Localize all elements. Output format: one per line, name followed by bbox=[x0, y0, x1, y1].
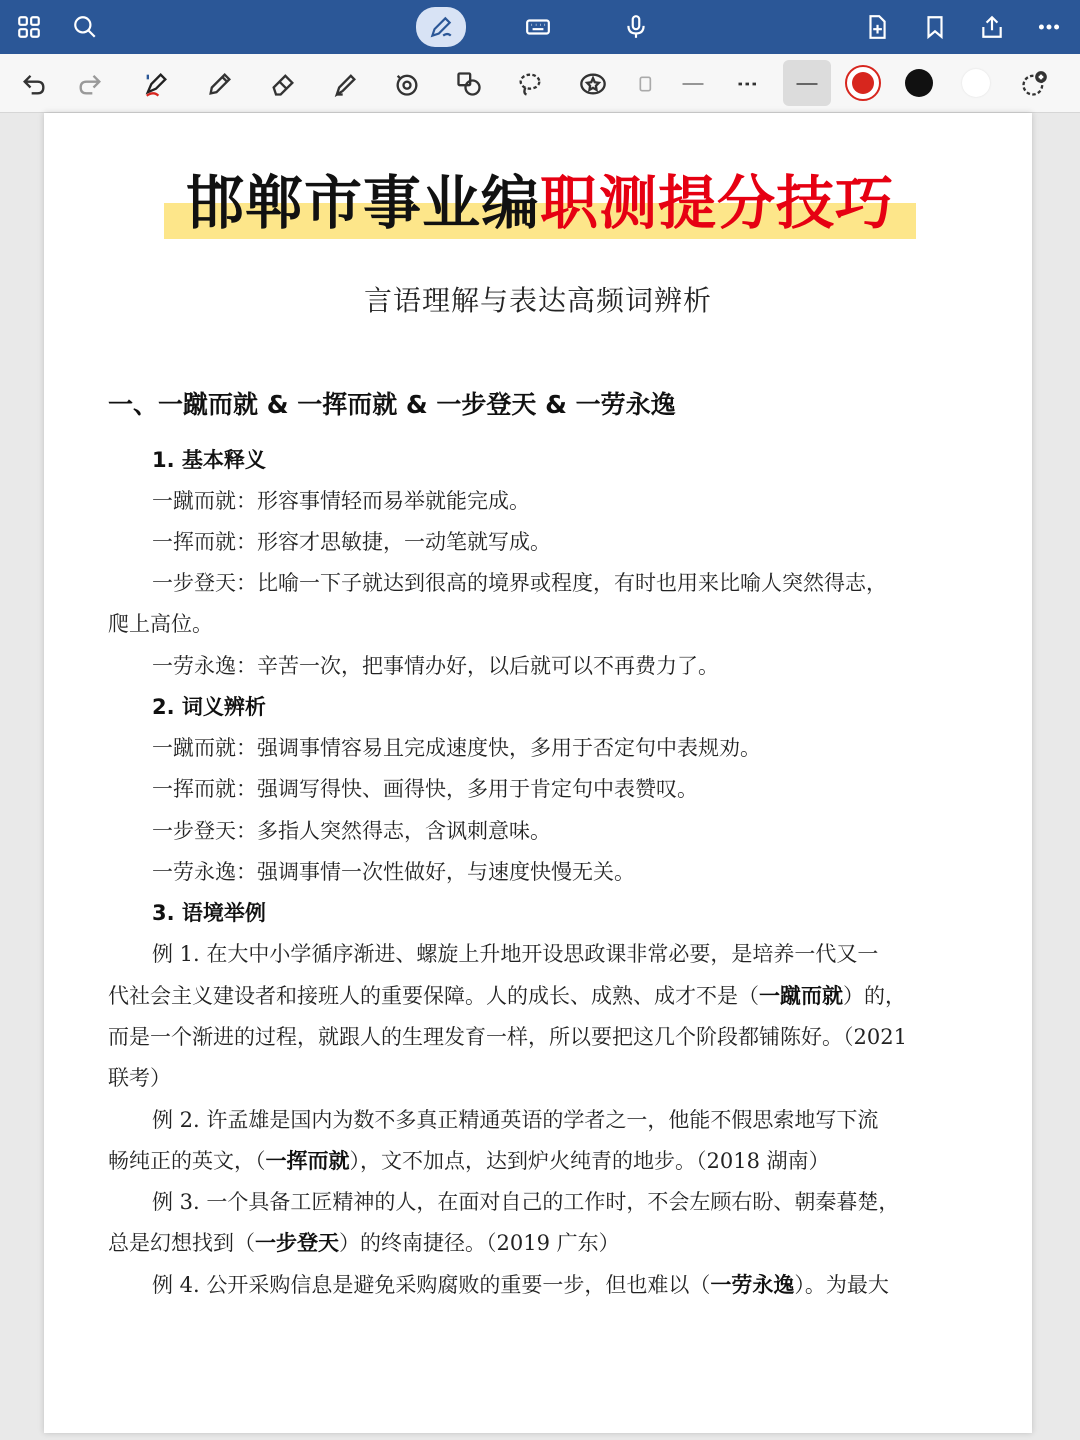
search-icon[interactable] bbox=[66, 8, 104, 46]
grid-icon[interactable] bbox=[10, 8, 48, 46]
title-red-part: 职测提分技巧 bbox=[540, 169, 895, 237]
undo-icon[interactable] bbox=[16, 66, 52, 102]
add-page-icon[interactable] bbox=[858, 8, 896, 46]
analysis-line: 一劳永逸：强调事情一次性做好，与速度快慢无关。 bbox=[152, 860, 635, 884]
subsection-examples: 3. 语境举例 bbox=[152, 901, 266, 925]
red-color-fill bbox=[852, 72, 874, 94]
title-block bbox=[164, 163, 916, 243]
subsection-analysis: 2. 词义辨析 bbox=[152, 695, 266, 719]
more-icon[interactable] bbox=[1030, 8, 1068, 46]
section-heading: 一、一蹴而就 & 一挥而就 & 一步登天 & 一劳永逸 bbox=[108, 390, 676, 419]
thin-stroke-icon[interactable] bbox=[675, 66, 711, 102]
definition-line: 一蹴而就：形容事情轻而易举就能完成。 bbox=[152, 489, 530, 513]
example-text: 例 4. 公开采购信息是避免采购腐败的重要一步，但也难以（ bbox=[152, 1273, 711, 1297]
definition-line: 一步登天：比喻一下子就达到很高的境界或程度，有时也用来比喻人突然得志， bbox=[152, 571, 887, 595]
analysis-line: 一挥而就：强调写得快、画得快，多用于肯定句中表赞叹。 bbox=[152, 777, 698, 801]
example-text: 畅纯正的英文，（ bbox=[108, 1149, 266, 1173]
example-line: 例 2. 许孟雄是国内为数不多真正精通英语的学者之一，他能不假思索地写下流 bbox=[152, 1108, 879, 1132]
shapes-icon[interactable] bbox=[451, 66, 487, 102]
pen-edit-icon[interactable] bbox=[416, 7, 466, 47]
bookmark-icon[interactable] bbox=[916, 8, 954, 46]
page-title bbox=[164, 163, 916, 243]
pen-toolbar bbox=[0, 54, 1080, 113]
example-line: 例 1. 在大中小学循序渐进、螺旋上升地开设思政课非常必要，是培养一代又一 bbox=[152, 942, 879, 966]
example-line: 而是一个渐进的过程，就跟人的生理发育一样，所以要把这几个阶段都铺陈好。（2021 bbox=[108, 1025, 907, 1049]
analysis-line: 一蹴而就：强调事情容易且完成速度快，多用于否定句中表规劝。 bbox=[152, 736, 761, 760]
example-text: ），文不加点，达到炉火纯青的地步。（2018 湖南） bbox=[349, 1149, 830, 1173]
example-line bbox=[152, 1269, 889, 1299]
example-line: 联考） bbox=[108, 1066, 171, 1090]
highlighter-icon[interactable] bbox=[327, 66, 363, 102]
black-color-swatch[interactable] bbox=[905, 69, 933, 97]
text-box-icon[interactable] bbox=[632, 66, 652, 102]
white-color-swatch[interactable] bbox=[962, 69, 990, 97]
shape-recognition-icon[interactable] bbox=[389, 66, 425, 102]
red-color-swatch[interactable] bbox=[845, 65, 881, 101]
answer-term: 一挥而就 bbox=[265, 1149, 350, 1173]
example-text: ）的终南捷径。（2019 广东） bbox=[339, 1231, 620, 1255]
keyboard-icon[interactable] bbox=[519, 8, 557, 46]
example-line bbox=[108, 1145, 830, 1175]
add-color-icon[interactable] bbox=[1016, 66, 1052, 102]
app-bar bbox=[0, 0, 1080, 54]
answer-term: 一蹴而就 bbox=[759, 984, 843, 1008]
definition-line-cont: 爬上高位。 bbox=[108, 612, 213, 636]
dotted-stroke-icon[interactable] bbox=[731, 66, 767, 102]
example-line bbox=[108, 980, 906, 1010]
example-line bbox=[108, 1227, 620, 1257]
thick-stroke-icon[interactable] bbox=[789, 66, 825, 102]
pencil-icon[interactable] bbox=[202, 66, 238, 102]
page-subtitle: 言语理解与表达高频词辨析 bbox=[363, 284, 712, 317]
title-black-part: 邯郸市事业编 bbox=[185, 169, 540, 237]
example-text: ）。为最大 bbox=[794, 1273, 889, 1297]
eraser-icon[interactable] bbox=[265, 66, 301, 102]
subsection-basic-meaning: 1. 基本释义 bbox=[152, 448, 266, 472]
sticker-icon[interactable] bbox=[575, 66, 611, 102]
lasso-icon[interactable] bbox=[512, 66, 548, 102]
microphone-icon[interactable] bbox=[617, 8, 655, 46]
fountain-pen-icon[interactable] bbox=[138, 66, 174, 102]
example-text: ）的， bbox=[843, 984, 906, 1008]
share-icon[interactable] bbox=[973, 8, 1011, 46]
document-page[interactable] bbox=[44, 113, 1032, 1433]
definition-line: 一劳永逸：辛苦一次，把事情办好，以后就可以不再费力了。 bbox=[152, 654, 719, 678]
analysis-line: 一步登天：多指人突然得志，含讽刺意味。 bbox=[152, 819, 551, 843]
definition-line: 一挥而就：形容才思敏捷，一动笔就写成。 bbox=[152, 530, 551, 554]
example-text: 代社会主义建设者和接班人的重要保障。人的成长、成熟、成才不是（ bbox=[108, 984, 759, 1008]
example-line: 例 3. 一个具备工匠精神的人，在面对自己的工作时，不会左顾右盼、朝秦暮楚， bbox=[152, 1190, 900, 1214]
redo-icon[interactable] bbox=[72, 66, 108, 102]
answer-term: 一劳永逸 bbox=[710, 1273, 795, 1297]
answer-term: 一步登天 bbox=[255, 1231, 339, 1255]
example-text: 总是幻想找到（ bbox=[108, 1231, 255, 1255]
